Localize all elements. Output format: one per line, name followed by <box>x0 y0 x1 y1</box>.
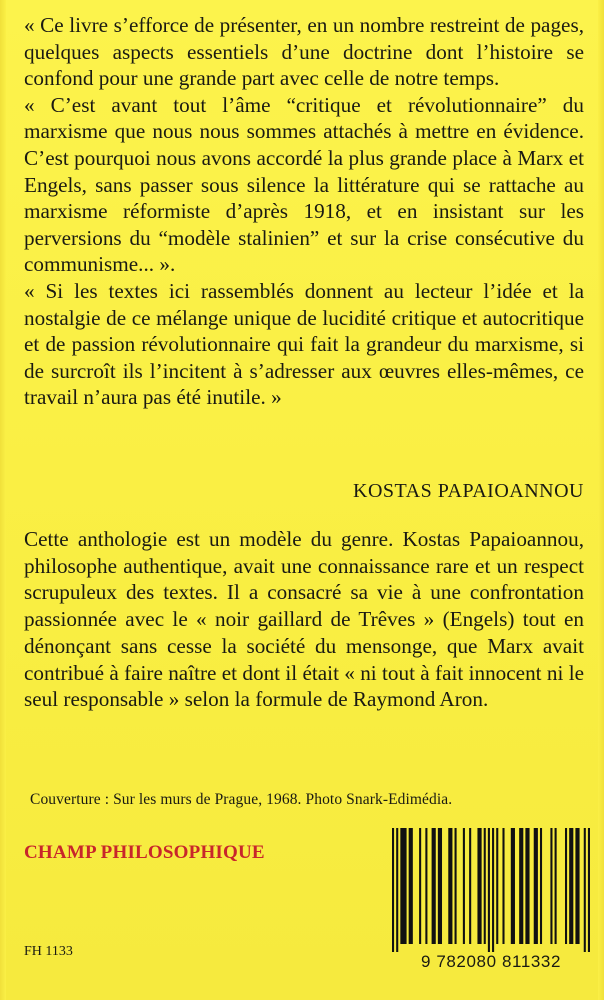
barcode-bar <box>492 828 494 952</box>
barcode-bar <box>496 828 498 944</box>
barcode-bar <box>569 828 573 944</box>
cover-edge-right <box>598 0 604 1000</box>
barcode-bar <box>502 828 504 944</box>
barcode-bar <box>463 828 465 944</box>
barcode-bar <box>540 828 542 944</box>
barcode-bar <box>550 828 552 944</box>
barcode-bar <box>432 828 436 944</box>
barcode-bars <box>392 828 590 952</box>
barcode-bar <box>392 828 394 952</box>
barcode-bar <box>396 828 398 952</box>
cover-credit: Couverture : Sur les murs de Prague, 1968. Photo Snark-Edimédia. <box>30 791 453 808</box>
barcode-bar <box>519 828 523 944</box>
author-quote <box>24 12 584 411</box>
cover-edge-left <box>0 0 6 1000</box>
barcode-bar <box>419 828 421 944</box>
quote-author: KOSTAS PAPAIOANNOU <box>353 480 584 502</box>
barcode-bar <box>575 828 579 944</box>
barcode-bar <box>555 828 557 944</box>
quote-paragraph-3: « Si les textes ici rassemblés donnent au lecteur l’idée et la nostalgie de ce mélange unique de lucidité critique et autocritique et de passion révolutionnaire qui fait la grandeur du marxisme, si de surcroît ils l’incitent à s’adresser aux œuvres elles-mêmes, ce travail n’aura pas été inutile. » <box>24 278 584 410</box>
review-text: Cette anthologie est un modèle du genre. Kostas Papaioannou, philosophe authentique, avait une connaissance rare et un respect scrupuleux des textes. Il a consacré sa vie à une confrontation passionnée avec le « noir gaillard de Trêves » (Engels) tout en dénonçant sans cesse la société du mensonge, que Marx avait contribué à faire naître et dont il était « ni tout à fait innocent ni le seul responsable » selon la formule de Raymond Aron. <box>24 527 584 712</box>
barcode-bar <box>448 828 452 944</box>
barcode-bar <box>400 828 406 944</box>
barcode-bar <box>565 828 567 944</box>
barcode-bar <box>488 828 490 952</box>
barcode-bar <box>511 828 515 944</box>
product-code: FH 1133 <box>24 944 73 959</box>
barcode-bar <box>409 828 413 944</box>
barcode-bar <box>455 828 457 944</box>
barcode-bar <box>525 828 529 944</box>
barcode-bar <box>469 828 471 944</box>
quote-paragraph-2: « C’est avant tout l’âme “critique et révolutionnaire” du marxisme que nous nous sommes attachés à mettre en évidence. C’est pourquoi nous avons accordé la plus grande place à Marx et Engels, sans passer sous silence la littérature qui se rattache au marxisme réformiste d’après 1918, et en insistant sur les perversions du “modèle stalinien” et sur la crise consécutive du communisme... ». <box>24 92 584 277</box>
quote-paragraph-1: « Ce livre s’efforce de présenter, en un nombre restreint de pages, quelques aspects essentiels d’une doctrine dont l’histoire se confond pour une grande part avec celle de notre temps. <box>24 13 584 91</box>
barcode-digits: 9 782080 811332 <box>420 952 562 971</box>
barcode-bar <box>438 828 442 944</box>
barcode-bar <box>584 828 586 952</box>
barcode-bar <box>588 828 590 952</box>
collection-name: CHAMP PHILOSOPHIQUE <box>24 842 265 863</box>
barcode-bar <box>425 828 427 944</box>
barcode <box>392 820 590 980</box>
barcode-bar <box>484 828 486 944</box>
barcode-bar <box>477 828 481 944</box>
barcode-bar <box>534 828 538 944</box>
